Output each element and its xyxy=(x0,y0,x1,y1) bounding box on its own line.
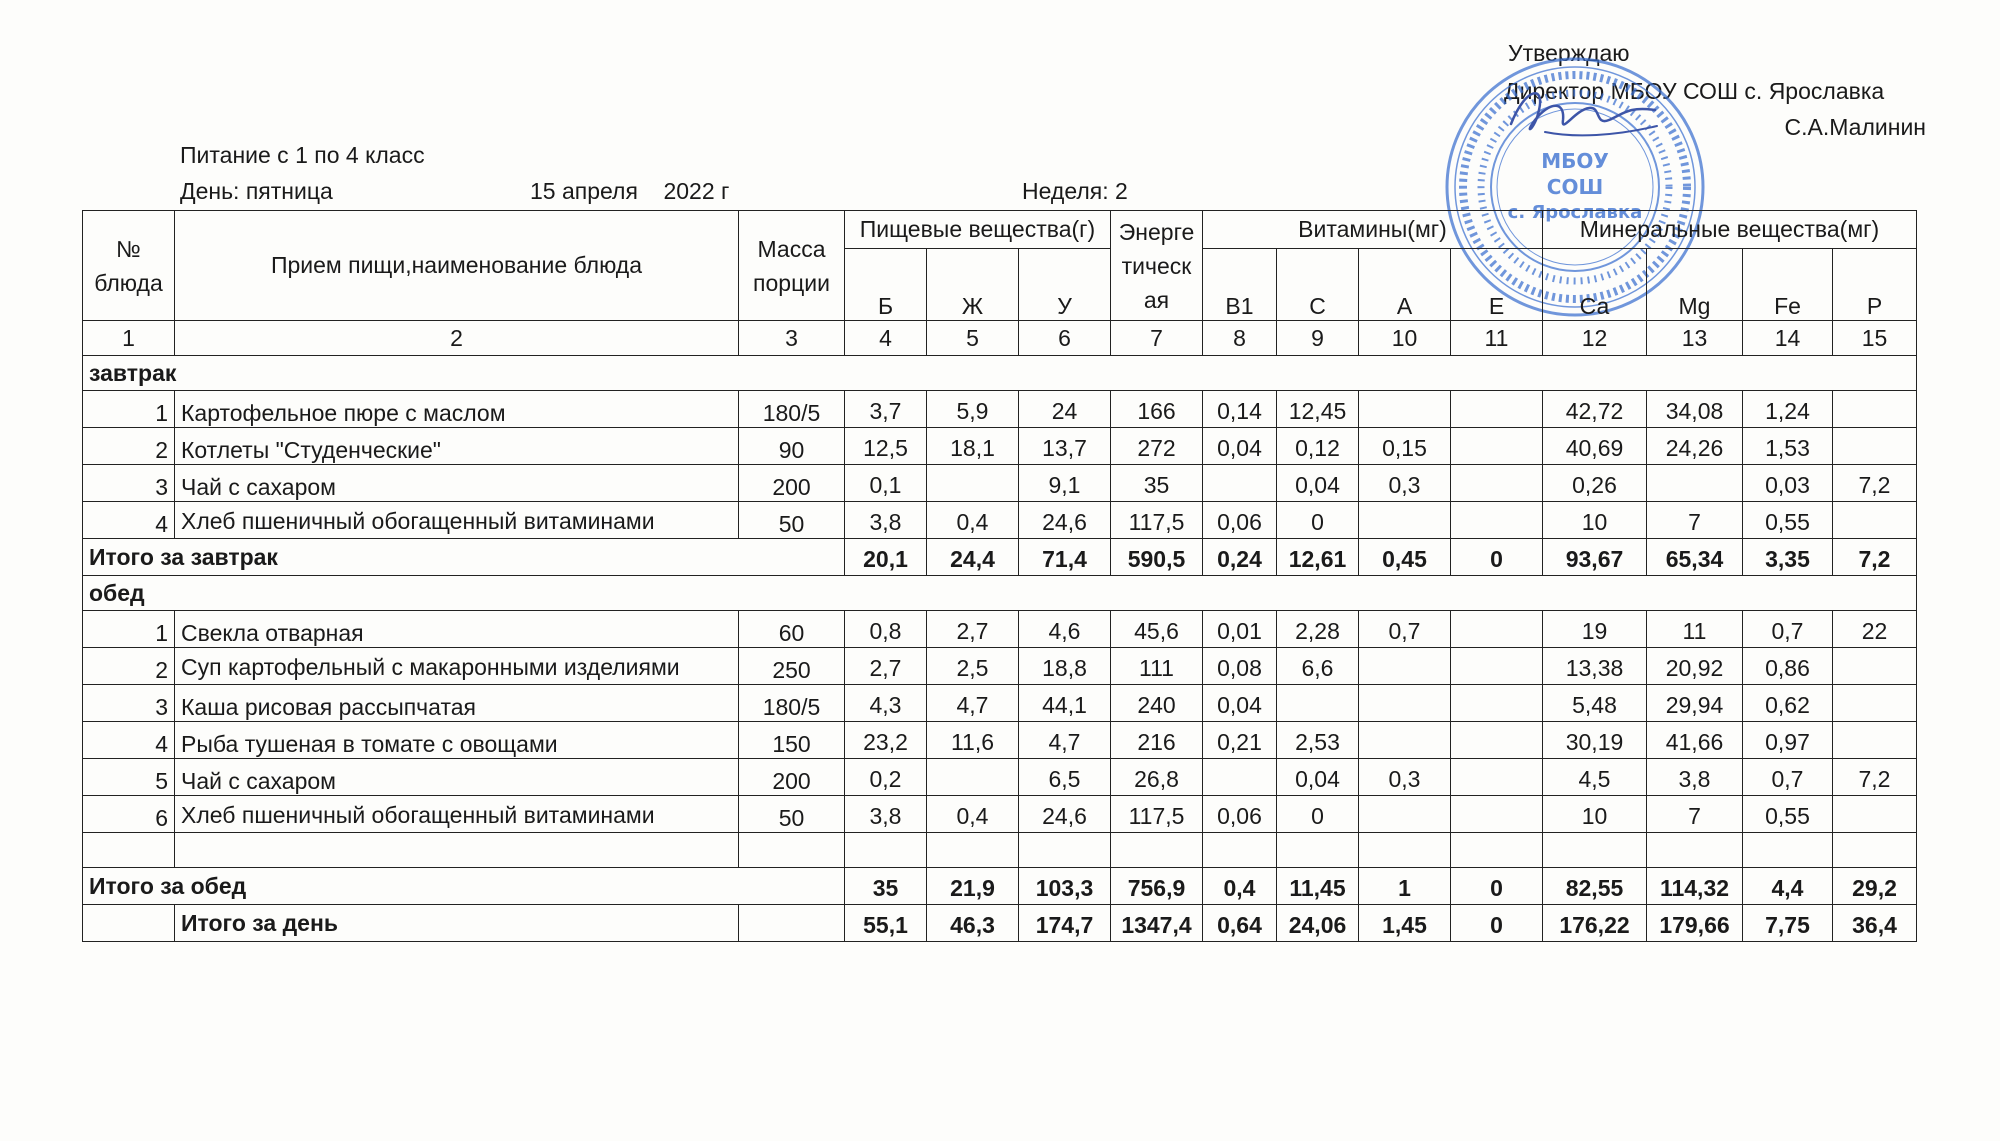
total-value: 0,64 xyxy=(1203,905,1277,942)
dish-number: 1 xyxy=(83,391,175,428)
header-sub: Fe xyxy=(1743,249,1833,321)
dish-number: 6 xyxy=(83,796,175,833)
dish-row xyxy=(83,611,1917,648)
nutrient-value: 1,53 xyxy=(1743,428,1833,465)
nutrient-value: 40,69 xyxy=(1543,428,1647,465)
total-value: 20,1 xyxy=(845,539,927,576)
total-value: 0,45 xyxy=(1359,539,1451,576)
dish-row xyxy=(83,722,1917,759)
dish-row xyxy=(83,391,1917,428)
nutrient-value: 5,48 xyxy=(1543,685,1647,722)
empty-cell xyxy=(1203,833,1277,868)
nutrient-value: 4,7 xyxy=(1019,722,1111,759)
nutrient-value: 3,7 xyxy=(845,391,927,428)
nutrient-value: 0,06 xyxy=(1203,796,1277,833)
nutrient-value: 13,38 xyxy=(1543,648,1647,685)
nutrient-value: 7 xyxy=(1647,502,1743,539)
nutrient-value xyxy=(1359,722,1451,759)
empty-cell xyxy=(739,833,845,868)
total-value: 7,2 xyxy=(1833,539,1917,576)
nutrient-value: 12,45 xyxy=(1277,391,1359,428)
empty-cell xyxy=(83,905,175,942)
nutrient-value: 42,72 xyxy=(1543,391,1647,428)
nutrient-value: 24,26 xyxy=(1647,428,1743,465)
total-value: 46,3 xyxy=(927,905,1019,942)
nutrient-value: 7 xyxy=(1647,796,1743,833)
total-value: 756,9 xyxy=(1111,868,1203,905)
dish-name: Чай с сахаром xyxy=(175,759,739,796)
approval-line-2: Директор МБОУ СОШ с. Ярославка xyxy=(1504,78,1885,104)
nutrient-value: 166 xyxy=(1111,391,1203,428)
empty-cell xyxy=(927,833,1019,868)
dish-row xyxy=(83,648,1917,685)
nutrient-value: 41,66 xyxy=(1647,722,1743,759)
nutrient-value: 272 xyxy=(1111,428,1203,465)
column-number: 7 xyxy=(1111,321,1203,356)
nutrient-value: 0,3 xyxy=(1359,759,1451,796)
nutrient-value: 240 xyxy=(1111,685,1203,722)
empty-row xyxy=(83,833,1917,868)
header-sub: Ж xyxy=(927,249,1019,321)
nutrient-value: 9,1 xyxy=(1019,465,1111,502)
total-label: Итого за завтрак xyxy=(83,539,845,576)
total-value: 114,32 xyxy=(1647,868,1743,905)
empty-cell xyxy=(739,905,845,942)
total-value: 0,4 xyxy=(1203,868,1277,905)
nutrient-value xyxy=(1451,722,1543,759)
nutrient-value: 45,6 xyxy=(1111,611,1203,648)
dish-number: 2 xyxy=(83,648,175,685)
nutrient-value xyxy=(1833,796,1917,833)
empty-cell xyxy=(845,833,927,868)
header-sub: Mg xyxy=(1647,249,1743,321)
dish-row xyxy=(83,685,1917,722)
nutrient-value xyxy=(1833,428,1917,465)
nutrient-value xyxy=(1451,796,1543,833)
dish-mass: 50 xyxy=(739,796,845,833)
dish-row xyxy=(83,428,1917,465)
dish-name: Суп картофельный с макаронными изделиями xyxy=(175,648,739,685)
header-sub: У xyxy=(1019,249,1111,321)
nutrient-value: 0,04 xyxy=(1277,759,1359,796)
column-number: 9 xyxy=(1277,321,1359,356)
dish-mass: 180/5 xyxy=(739,391,845,428)
total-value: 1 xyxy=(1359,868,1451,905)
dish-name: Картофельное пюре с маслом xyxy=(175,391,739,428)
nutrient-value: 19 xyxy=(1543,611,1647,648)
nutrient-value: 2,5 xyxy=(927,648,1019,685)
empty-cell xyxy=(175,833,739,868)
week-label: Неделя: 2 xyxy=(1022,178,1128,204)
nutrient-value: 1,24 xyxy=(1743,391,1833,428)
date-label: 15 апреля 2022 г xyxy=(530,178,730,204)
nutrient-value: 0,1 xyxy=(845,465,927,502)
nutrient-value: 26,8 xyxy=(1111,759,1203,796)
column-number: 2 xyxy=(175,321,739,356)
total-value: 0,24 xyxy=(1203,539,1277,576)
header-sub: В1 xyxy=(1203,249,1277,321)
empty-cell xyxy=(1543,833,1647,868)
total-value: 35 xyxy=(845,868,927,905)
dish-number: 2 xyxy=(83,428,175,465)
empty-cell xyxy=(1359,833,1451,868)
nutrient-value: 0,55 xyxy=(1743,796,1833,833)
approval-line-3: С.А.Малинин xyxy=(1784,114,1926,140)
nutrient-value: 0,12 xyxy=(1277,428,1359,465)
nutrient-value: 0,15 xyxy=(1359,428,1451,465)
nutrient-value xyxy=(1359,648,1451,685)
dish-name: Чай с сахаром xyxy=(175,465,739,502)
nutrient-value xyxy=(1203,759,1277,796)
total-value: 103,3 xyxy=(1019,868,1111,905)
total-row xyxy=(83,905,1917,942)
nutrient-value: 10 xyxy=(1543,796,1647,833)
nutrient-value: 10 xyxy=(1543,502,1647,539)
dish-number: 5 xyxy=(83,759,175,796)
total-label: Итого за день xyxy=(175,905,739,942)
nutrient-value: 13,7 xyxy=(1019,428,1111,465)
nutrient-value: 3,8 xyxy=(1647,759,1743,796)
total-value: 0 xyxy=(1451,868,1543,905)
nutrient-value: 0 xyxy=(1277,502,1359,539)
dish-mass: 180/5 xyxy=(739,685,845,722)
dish-mass: 200 xyxy=(739,759,845,796)
nutrient-value: 0,04 xyxy=(1203,685,1277,722)
header-sub: С xyxy=(1277,249,1359,321)
column-number: 1 xyxy=(83,321,175,356)
nutrient-value: 2,7 xyxy=(927,611,1019,648)
empty-cell xyxy=(1743,833,1833,868)
column-number: 11 xyxy=(1451,321,1543,356)
approval-line-1: Утверждаю xyxy=(1508,40,1630,66)
total-value: 29,2 xyxy=(1833,868,1917,905)
nutrient-value: 0,2 xyxy=(845,759,927,796)
nutrient-value: 2,53 xyxy=(1277,722,1359,759)
nutrient-value xyxy=(1359,685,1451,722)
dish-row xyxy=(83,465,1917,502)
total-value: 11,45 xyxy=(1277,868,1359,905)
header-name: Прием пищи,наименование блюда xyxy=(175,211,739,321)
nutrient-value xyxy=(1451,502,1543,539)
total-value: 36,4 xyxy=(1833,905,1917,942)
dish-row xyxy=(83,502,1917,539)
nutrient-value: 44,1 xyxy=(1019,685,1111,722)
approval-block xyxy=(1480,38,1950,148)
dish-mass: 250 xyxy=(739,648,845,685)
dish-mass: 50 xyxy=(739,502,845,539)
total-value: 21,9 xyxy=(927,868,1019,905)
nutrient-value xyxy=(1451,759,1543,796)
dish-name: Хлеб пшеничный обогащенный витаминами xyxy=(175,796,739,833)
dish-row xyxy=(83,796,1917,833)
column-number: 13 xyxy=(1647,321,1743,356)
dish-number: 3 xyxy=(83,465,175,502)
nutrient-value xyxy=(1833,685,1917,722)
nutrient-value: 0,62 xyxy=(1743,685,1833,722)
stamp-text-1: МБОУ xyxy=(1541,149,1609,173)
dish-number: 1 xyxy=(83,611,175,648)
nutrient-value: 6,6 xyxy=(1277,648,1359,685)
nutrient-value: 4,7 xyxy=(927,685,1019,722)
nutrient-value: 117,5 xyxy=(1111,796,1203,833)
nutrient-value xyxy=(1451,611,1543,648)
nutrient-value: 0,04 xyxy=(1203,428,1277,465)
header-energy: Энерге тическ ая xyxy=(1111,211,1203,321)
nutrient-value: 24,6 xyxy=(1019,502,1111,539)
nutrient-value: 0,86 xyxy=(1743,648,1833,685)
total-label: Итого за обед xyxy=(83,868,845,905)
nutrient-value: 0,06 xyxy=(1203,502,1277,539)
nutrient-value: 2,28 xyxy=(1277,611,1359,648)
nutrient-value: 18,1 xyxy=(927,428,1019,465)
header-sub: А xyxy=(1359,249,1451,321)
total-value: 24,06 xyxy=(1277,905,1359,942)
nutrient-value: 0,03 xyxy=(1743,465,1833,502)
nutrient-value: 11,6 xyxy=(927,722,1019,759)
dish-mass: 200 xyxy=(739,465,845,502)
empty-cell xyxy=(1019,833,1111,868)
nutrient-value: 30,19 xyxy=(1543,722,1647,759)
nutrient-value: 7,2 xyxy=(1833,759,1917,796)
dish-mass: 60 xyxy=(739,611,845,648)
total-value: 12,61 xyxy=(1277,539,1359,576)
header-mass: Масса порции xyxy=(739,211,845,321)
nutrient-value: 0,21 xyxy=(1203,722,1277,759)
header-num: № блюда xyxy=(83,211,175,321)
nutrient-value: 3,8 xyxy=(845,796,927,833)
section-row xyxy=(83,356,1917,391)
nutrient-value xyxy=(1203,465,1277,502)
total-value: 82,55 xyxy=(1543,868,1647,905)
nutrient-value: 23,2 xyxy=(845,722,927,759)
total-value: 1347,4 xyxy=(1111,905,1203,942)
nutrient-value xyxy=(1451,391,1543,428)
nutrient-value: 0,04 xyxy=(1277,465,1359,502)
column-number: 6 xyxy=(1019,321,1111,356)
total-value: 65,34 xyxy=(1647,539,1743,576)
empty-cell xyxy=(1111,833,1203,868)
empty-cell xyxy=(1277,833,1359,868)
dish-name: Каша рисовая рассыпчатая xyxy=(175,685,739,722)
menu-table xyxy=(82,210,1917,942)
nutrient-value xyxy=(1451,648,1543,685)
dish-number: 3 xyxy=(83,685,175,722)
column-number: 14 xyxy=(1743,321,1833,356)
column-number: 5 xyxy=(927,321,1019,356)
total-value: 0 xyxy=(1451,539,1543,576)
total-value: 174,7 xyxy=(1019,905,1111,942)
dish-mass: 90 xyxy=(739,428,845,465)
nutrient-value: 7,2 xyxy=(1833,465,1917,502)
header-sub: Е xyxy=(1451,249,1543,321)
header-sub: Са xyxy=(1543,249,1647,321)
total-value: 176,22 xyxy=(1543,905,1647,942)
nutrient-value xyxy=(1647,465,1743,502)
section-row xyxy=(83,576,1917,611)
dish-number: 4 xyxy=(83,722,175,759)
nutrient-value xyxy=(1359,502,1451,539)
nutrient-value: 0,7 xyxy=(1743,611,1833,648)
nutrient-value xyxy=(1833,722,1917,759)
nutrient-value: 5,9 xyxy=(927,391,1019,428)
stamp-text-3: с. Ярославка xyxy=(1507,202,1643,223)
empty-cell xyxy=(1451,833,1543,868)
total-value: 590,5 xyxy=(1111,539,1203,576)
column-number: 4 xyxy=(845,321,927,356)
column-number-row xyxy=(83,321,1917,356)
nutrient-value: 18,8 xyxy=(1019,648,1111,685)
nutrient-value: 20,92 xyxy=(1647,648,1743,685)
nutrient-value: 22 xyxy=(1833,611,1917,648)
nutrient-value xyxy=(1451,685,1543,722)
header-sub: Б xyxy=(845,249,927,321)
total-value: 24,4 xyxy=(927,539,1019,576)
nutrient-value xyxy=(1277,685,1359,722)
header-nutrients: Пищевые вещества(г) xyxy=(845,211,1111,249)
dish-name: Рыба тушеная в томате с овощами xyxy=(175,722,739,759)
day-label: День: пятница xyxy=(180,178,333,204)
nutrient-value xyxy=(1359,391,1451,428)
dish-name: Хлеб пшеничный обогащенный витаминами xyxy=(175,502,739,539)
total-value: 3,35 xyxy=(1743,539,1833,576)
dish-name: Свекла отварная xyxy=(175,611,739,648)
nutrient-value: 0,8 xyxy=(845,611,927,648)
nutrient-value: 29,94 xyxy=(1647,685,1743,722)
nutrient-value: 0,01 xyxy=(1203,611,1277,648)
total-value: 0 xyxy=(1451,905,1543,942)
nutrient-value xyxy=(1451,428,1543,465)
nutrient-value xyxy=(1833,391,1917,428)
stamp-text-2: СОШ xyxy=(1546,175,1604,199)
nutrient-value xyxy=(927,759,1019,796)
dish-mass: 150 xyxy=(739,722,845,759)
nutrient-value: 0,4 xyxy=(927,502,1019,539)
total-value: 7,75 xyxy=(1743,905,1833,942)
header-vitamins: Витамины(мг) xyxy=(1203,211,1543,249)
nutrient-value: 0,26 xyxy=(1543,465,1647,502)
nutrient-value: 0,55 xyxy=(1743,502,1833,539)
nutrient-value: 0,14 xyxy=(1203,391,1277,428)
column-number: 10 xyxy=(1359,321,1451,356)
header-minerals: Минеральные вещества(мг) xyxy=(1543,211,1917,249)
column-number: 3 xyxy=(739,321,845,356)
nutrient-value: 4,6 xyxy=(1019,611,1111,648)
total-value: 71,4 xyxy=(1019,539,1111,576)
total-value: 4,4 xyxy=(1743,868,1833,905)
nutrient-value: 0,7 xyxy=(1359,611,1451,648)
nutrient-value: 0,3 xyxy=(1359,465,1451,502)
nutrient-value: 0,97 xyxy=(1743,722,1833,759)
column-number: 12 xyxy=(1543,321,1647,356)
nutrient-value: 0 xyxy=(1277,796,1359,833)
nutrient-value xyxy=(1359,796,1451,833)
total-value: 93,67 xyxy=(1543,539,1647,576)
total-row xyxy=(83,539,1917,576)
section-label: обед xyxy=(83,576,1917,611)
total-value: 55,1 xyxy=(845,905,927,942)
nutrient-value: 3,8 xyxy=(845,502,927,539)
dish-name: Котлеты "Студенческие" xyxy=(175,428,739,465)
nutrient-value: 6,5 xyxy=(1019,759,1111,796)
dish-number: 4 xyxy=(83,502,175,539)
total-row xyxy=(83,868,1917,905)
nutrient-value: 11 xyxy=(1647,611,1743,648)
nutrient-value: 216 xyxy=(1111,722,1203,759)
nutrient-value xyxy=(1451,465,1543,502)
menu-title: Питание с 1 по 4 класс xyxy=(180,142,425,168)
nutrient-value xyxy=(927,465,1019,502)
total-value: 179,66 xyxy=(1647,905,1743,942)
nutrient-value: 2,7 xyxy=(845,648,927,685)
empty-cell xyxy=(1647,833,1743,868)
total-value: 1,45 xyxy=(1359,905,1451,942)
column-number: 15 xyxy=(1833,321,1917,356)
nutrient-value xyxy=(1833,502,1917,539)
nutrient-value: 117,5 xyxy=(1111,502,1203,539)
nutrient-value: 24,6 xyxy=(1019,796,1111,833)
nutrient-value: 0,7 xyxy=(1743,759,1833,796)
header-sub: Р xyxy=(1833,249,1917,321)
column-number: 8 xyxy=(1203,321,1277,356)
nutrient-value: 35 xyxy=(1111,465,1203,502)
nutrient-value: 0,4 xyxy=(927,796,1019,833)
nutrient-value: 34,08 xyxy=(1647,391,1743,428)
nutrient-value: 4,3 xyxy=(845,685,927,722)
nutrient-value xyxy=(1833,648,1917,685)
nutrient-value: 111 xyxy=(1111,648,1203,685)
empty-cell xyxy=(1833,833,1917,868)
nutrient-value: 0,08 xyxy=(1203,648,1277,685)
empty-cell xyxy=(83,833,175,868)
dish-row xyxy=(83,759,1917,796)
nutrient-value: 12,5 xyxy=(845,428,927,465)
nutrient-value: 4,5 xyxy=(1543,759,1647,796)
section-label: завтрак xyxy=(83,356,1917,391)
nutrient-value: 24 xyxy=(1019,391,1111,428)
